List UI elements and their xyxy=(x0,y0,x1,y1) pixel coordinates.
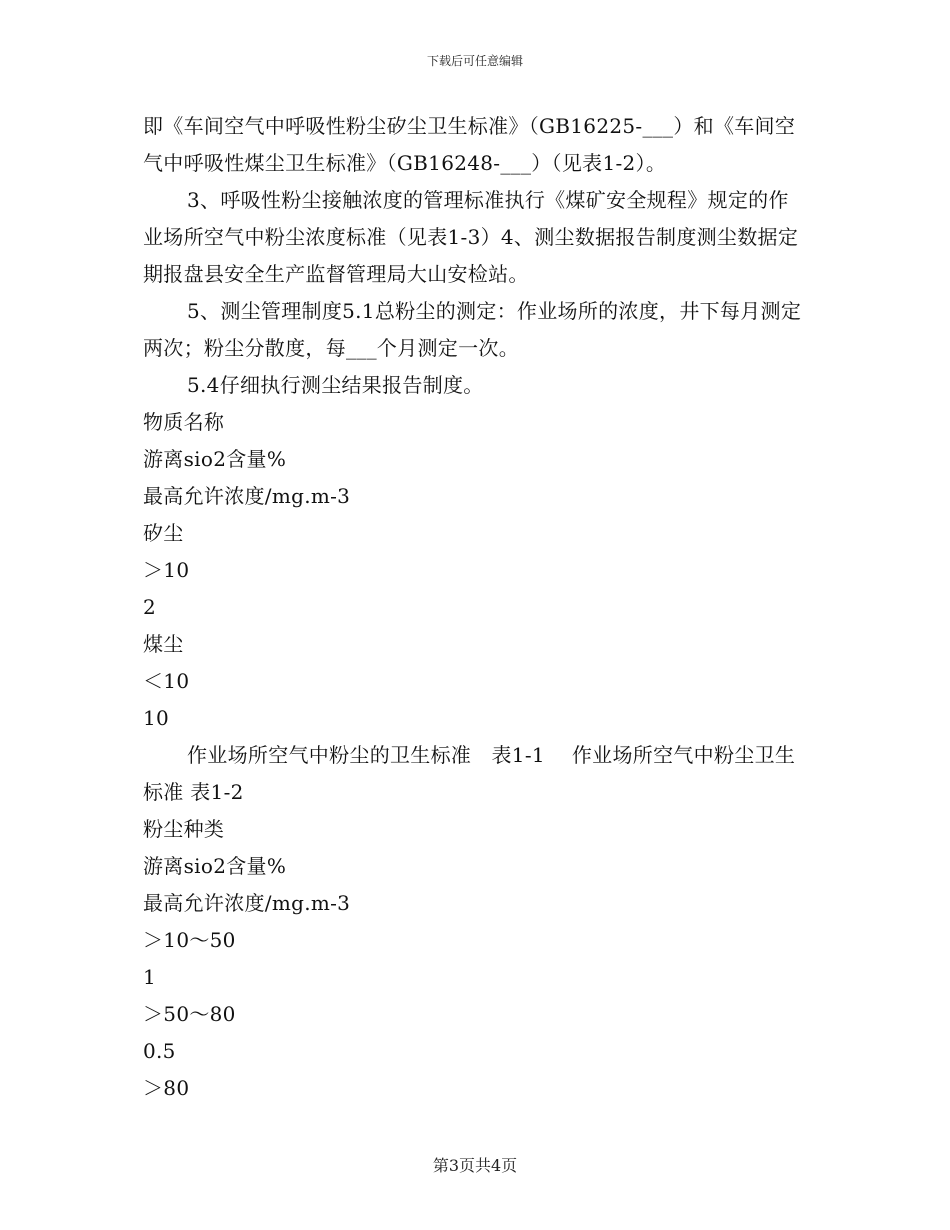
document-body xyxy=(143,108,808,1107)
table1-row2-sio2: ＜10 xyxy=(143,669,190,693)
table2-row1-sio2: ＞10～50 xyxy=(143,928,236,952)
table2-header-max: 最高允许浓度/mg.m-3 xyxy=(143,891,351,915)
paragraph-standards: 即《车间空气中呼吸性粉尘矽尘卫生标准》（GB16225-___）和《车间空气中呼吸性煤尘卫生标准》（GB16248-___）（见表1-2）。 xyxy=(143,114,796,175)
table2-row1-max: 1 xyxy=(143,965,157,989)
table2-header-type: 粉尘种类 xyxy=(143,817,225,841)
table1-row2-max: 10 xyxy=(143,706,170,730)
table1-row1-max: 2 xyxy=(143,595,157,619)
paragraph-management-standard: 3、呼吸性粉尘接触浓度的管理标准执行《煤矿安全规程》规定的作业场所空气中粉尘浓度标准（见表1-3）4、测尘数据报告制度测尘数据定期报盘县安全生产监督管理局大山安检站。 xyxy=(143,188,799,286)
table1-header-max: 最高允许浓度/mg.m-3 xyxy=(143,484,351,508)
table1-header-name: 物质名称 xyxy=(143,410,225,434)
table1-row1-sio2: ＞10 xyxy=(143,558,190,582)
paragraph-dust-measurement: 5、测尘管理制度5.1总粉尘的测定：作业场所的浓度，井下每月测定两次；粉尘分散度，每___个月测定一次。 xyxy=(143,299,802,360)
table2-header-sio2: 游离sio2含量% xyxy=(143,854,287,878)
table1-header-sio2: 游离sio2含量% xyxy=(143,447,287,471)
table2-row3-sio2: ＞80 xyxy=(143,1076,190,1100)
table1-row2-name: 煤尘 xyxy=(143,632,184,656)
table2-row2-sio2: ＞50～80 xyxy=(143,1002,236,1026)
table2-row2-max: 0.5 xyxy=(143,1039,176,1063)
page-footer: 第3页共4页 xyxy=(432,1156,518,1175)
paragraph-report-system: 5.4仔细执行测尘结果报告制度。 xyxy=(187,373,484,397)
page-header: 下载后可任意编辑 xyxy=(426,54,523,68)
table-captions: 作业场所空气中粉尘的卫生标准 表1-1 作业场所空气中粉尘卫生标准 表1-2 xyxy=(143,743,796,804)
table1-row1-name: 矽尘 xyxy=(143,521,184,545)
